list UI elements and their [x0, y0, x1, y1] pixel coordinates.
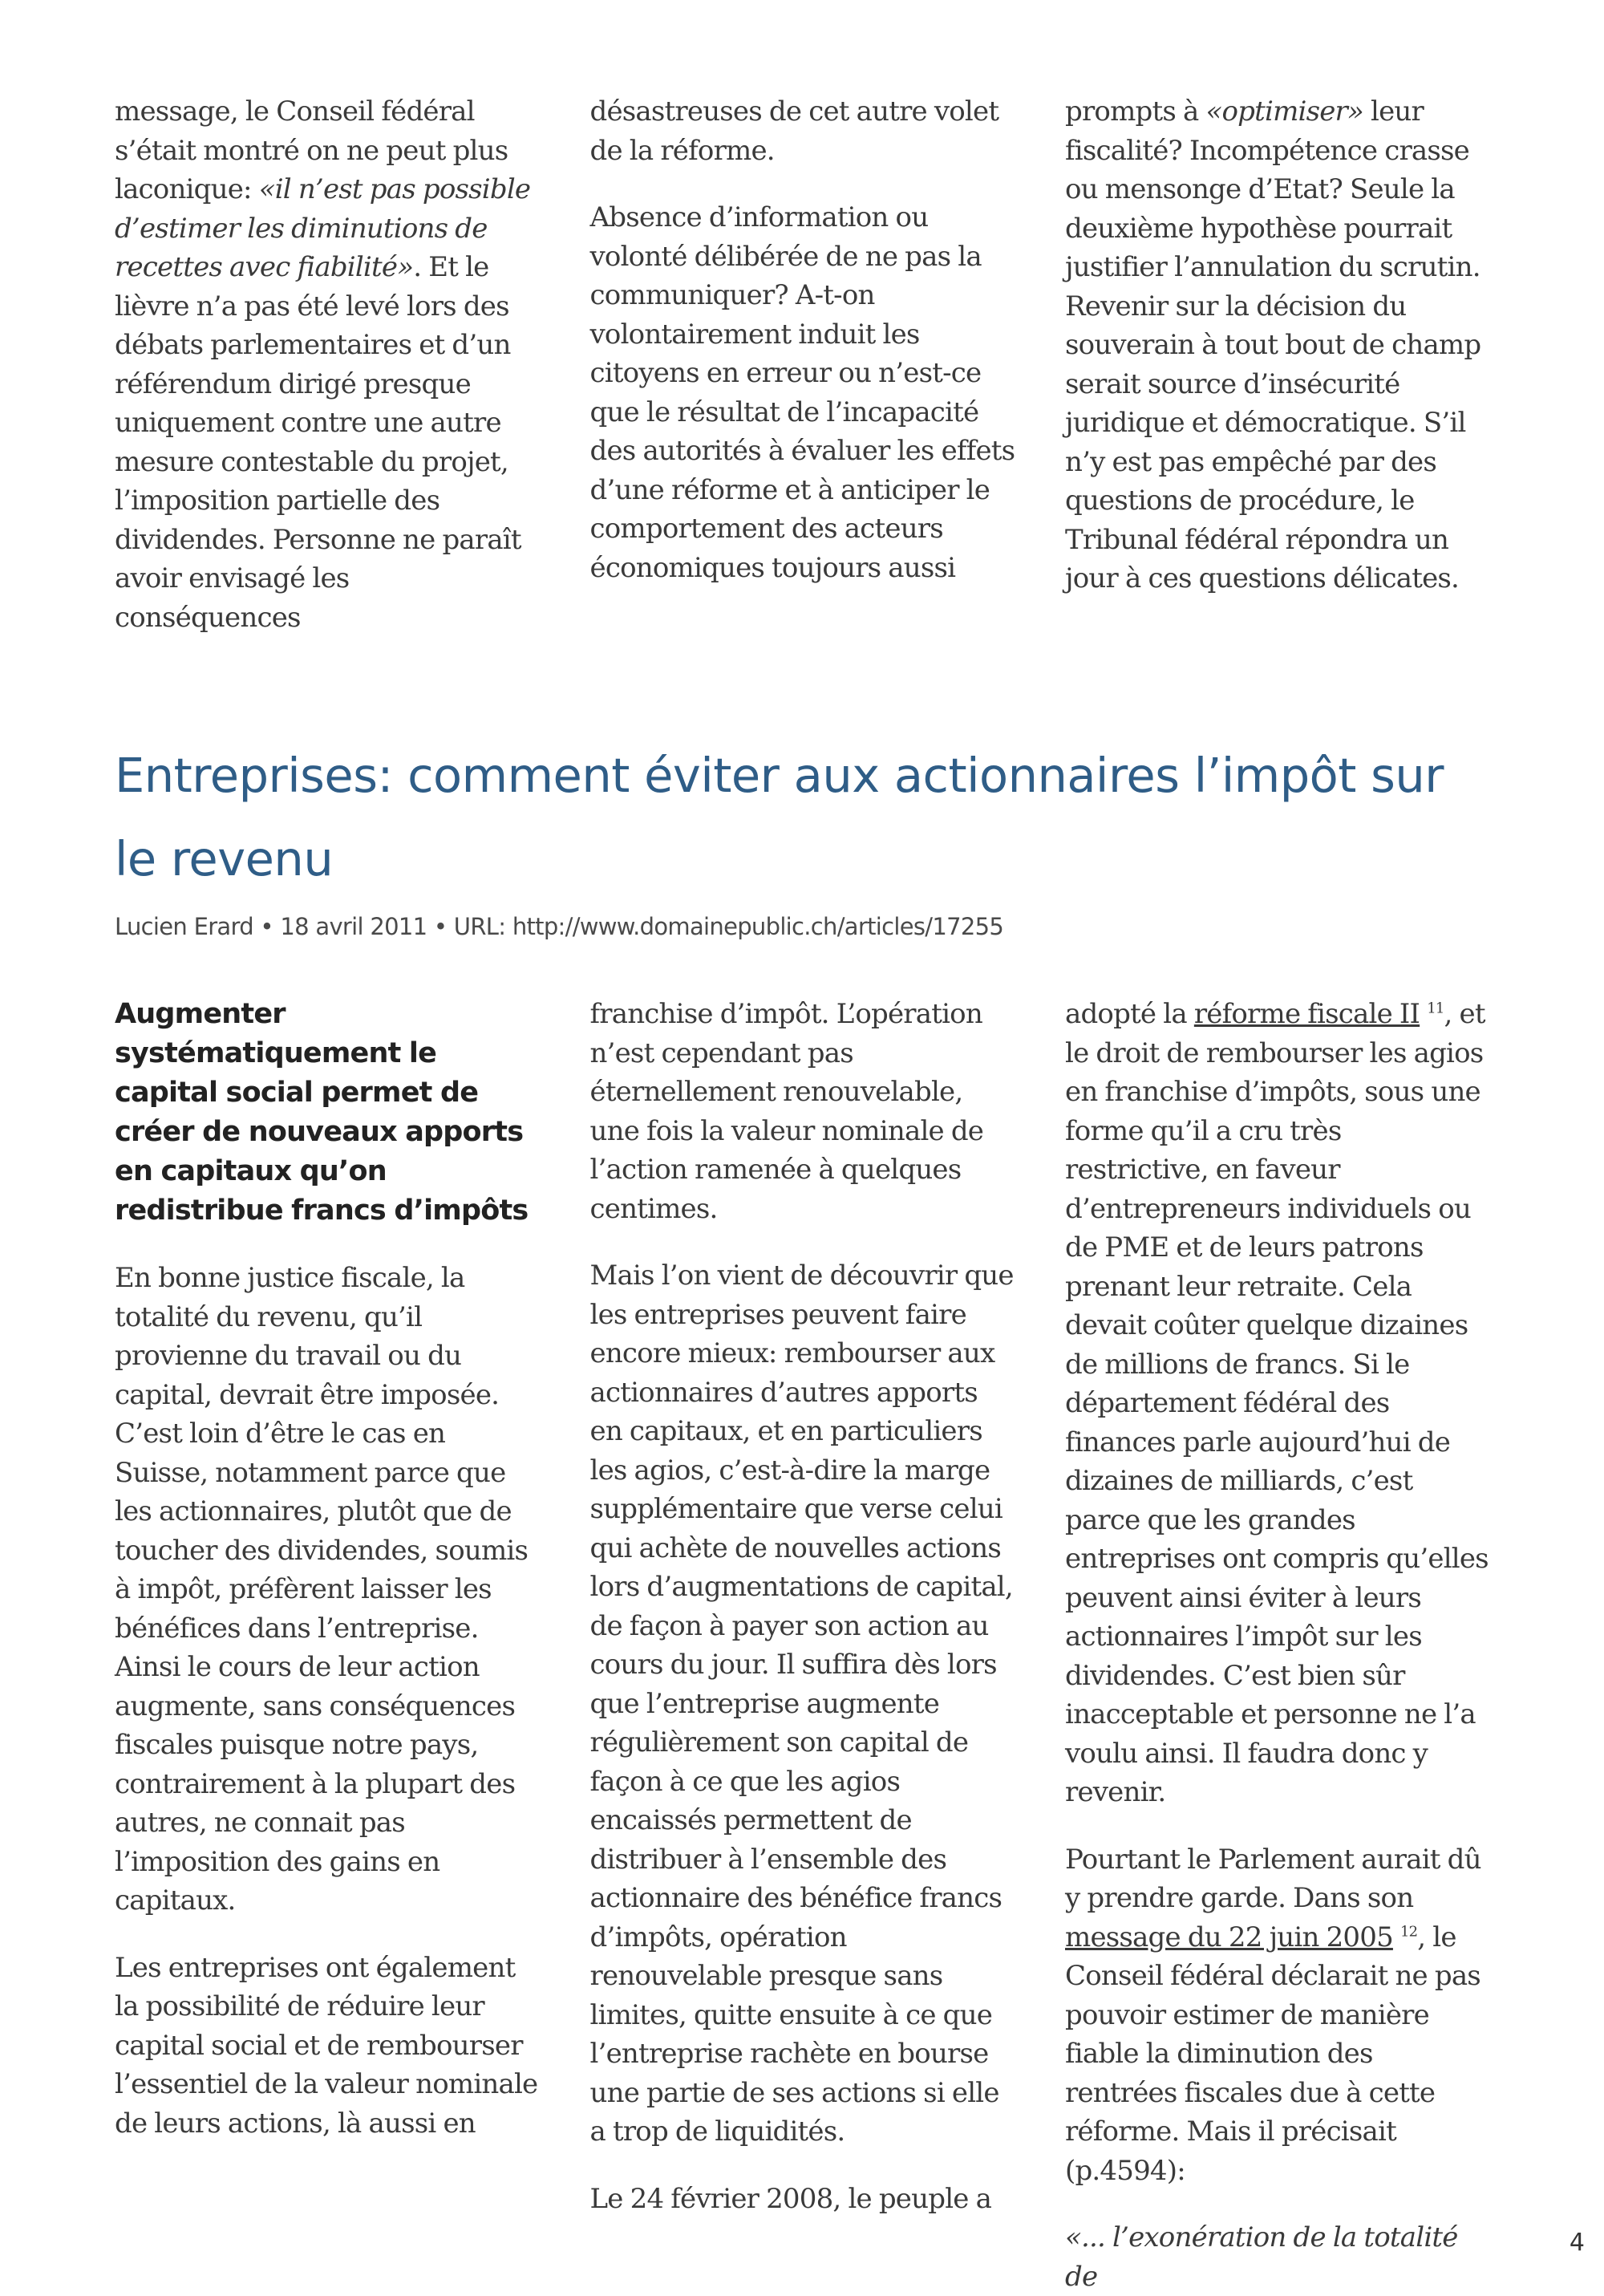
column-2: [590, 92, 1017, 637]
text: , le Conseil fédéral déclarait ne pas pouvoir estimer de manière fiable la diminution des rentrées fiscales due à cette réforme. Mais il précisait (p.4594):: [1065, 1921, 1480, 2187]
paragraph: [1065, 1840, 1492, 2191]
text: Pourtant le Parlement aurait dû y prendre garde. Dans son: [1065, 1843, 1481, 1914]
paragraph: [1065, 2218, 1492, 2296]
quote: «... l’exonération de la totalité de: [1065, 2221, 1458, 2293]
article-lede: Augmenter systématiquement le capital social permet de créer de nouveaux apports en capitaux qu’on redistribue francs d’impôts: [115, 998, 529, 1227]
article-byline: Lucien Erard • 18 avril 2011 • URL: http://www.domainepublic.ch/articles/17255: [115, 913, 1004, 940]
text: , et le droit de rembourser les agios en franchise d’impôts, sous une forme qu’il a cru très restrictive, en faveur d’entrepreneurs individuels ou de PME et de leurs patrons prenant leur retraite. Cela devait coûter quelque dizaines de millions de francs. Si le département fédéral des finances parle aujourd’hui de dizaines de milliards, c’est parce que les grandes entreprises ont compris qu’elles peuvent ainsi éviter à leurs actionnaires l’impôt sur les dividendes. C’est bien sûr inacceptable et personne ne l’a voulu ainsi. Il faudra donc y revenir.: [1065, 998, 1489, 1808]
paragraph: désastreuses de cet autre volet de la réforme.: [589, 95, 999, 167]
column-3: [1065, 92, 1492, 637]
reforme-fiscale-link[interactable]: réforme fiscale II: [1193, 998, 1420, 1030]
paragraph: [1065, 92, 1492, 598]
paragraph: franchise d’impôt. L’opération n’est cependant pas éternellement renouvelable, une fois la valeur nominale de l’action ramenée à quelques centimes.: [589, 998, 984, 1225]
text: adopté la: [1065, 998, 1194, 1030]
paragraph: Les entreprises ont également la possibilité de réduire leur capital social et de rembourser l’essentiel de la valeur nominale de leurs actions, là aussi en: [115, 1951, 538, 2140]
footnote-marker[interactable]: 12: [1399, 1923, 1418, 1941]
text: . Et le lièvre n’a pas été levé lors des débats parlementaires et d’un référendum dirigé presque uniquement contre une autre mesure contestable du projet, l’imposition partielle des dividendes. Personne ne paraît avoir envisagé les conséquences: [115, 251, 521, 634]
text: leur fiscalité? Incompétence crasse ou mensonge d’Etat? Seule la deuxième hypothèse pourrait justifier l’annulation du scrutin. Revenir sur la décision du souverain à tout bout de champ serait source d’insécurité juridique et démocratique. S’il n’y est pas empêché par des questions de procédure, le Tribunal fédéral répondra un jour à ces questions délicates.: [1065, 95, 1481, 594]
paragraph: Le 24 février 2008, le peuple a: [589, 2182, 992, 2215]
paragraph: Mais l’on vient de découvrir que les entreprises peuvent faire encore mieux: rembourser aux actionnaires d’autres apports en capitaux, et en particuliers les agios, c’est-à-dire la marge supplémentaire que verse celui qui achète de nouvelles actions lors d’augmentations de capital, de façon à payer son action au cours du jour. Il suffira dès lors que l’entreprise augmente régulièrement son capital de façon à ce que les agios encaissés permettent de distribuer à l’ensemble des actionnaire des bénéfice francs d’impôts, opération renouvelable presque sans limites, quitte ensuite à ce que l’entreprise rachète en bourse une partie de ses actions si elle a trop de liquidités.: [589, 1260, 1014, 2148]
quote: «il n’est pas possible d’estimer les diminutions de recettes avec fiabilité»: [115, 173, 531, 283]
text: prompts à: [1065, 95, 1206, 128]
paragraph: [115, 92, 541, 637]
footnote-marker[interactable]: 11: [1427, 1000, 1444, 1017]
paragraph: Absence d’information ou volonté délibérée de ne pas la communiquer? A-t-on volontairement induit les citoyens en erreur ou n’est-ce que le résultat de l’incapacité des autorités à évaluer les effets d’une réforme et à anticiper le comportement des acteurs économiques toujours aussi: [589, 201, 1015, 584]
quote: «optimiser»: [1205, 95, 1364, 128]
message-link[interactable]: message du 22 juin 2005: [1065, 1921, 1393, 1953]
text: message, le Conseil fédéral s’était montré on ne peut plus laconique:: [115, 95, 508, 205]
article-columns: [115, 995, 1492, 2296]
page-number: 4: [1569, 2229, 1585, 2257]
article-title: Entreprises: comment éviter aux actionnaires l’impôt sur le revenu: [115, 748, 1444, 886]
continuation-columns: [115, 92, 1492, 637]
column-1: [115, 92, 541, 637]
column-3: [1065, 995, 1492, 2296]
column-2: [590, 995, 1017, 2296]
paragraph: En bonne justice fiscale, la totalité du revenu, qu’il provienne du travail ou du capital, devrait être imposée. C’est loin d’être le cas en Suisse, notamment parce que les actionnaires, plutôt que de toucher des dividendes, soumis à impôt, préfèrent laisser les bénéfices dans l’entreprise. Ainsi le cours de leur action augmente, sans conséquences fiscales puisque notre pays, contrairement à la plupart des autres, ne connait pas l’imposition des gains en capitaux.: [115, 1262, 529, 1917]
paragraph: [1065, 995, 1492, 1812]
column-1: [115, 995, 541, 2296]
